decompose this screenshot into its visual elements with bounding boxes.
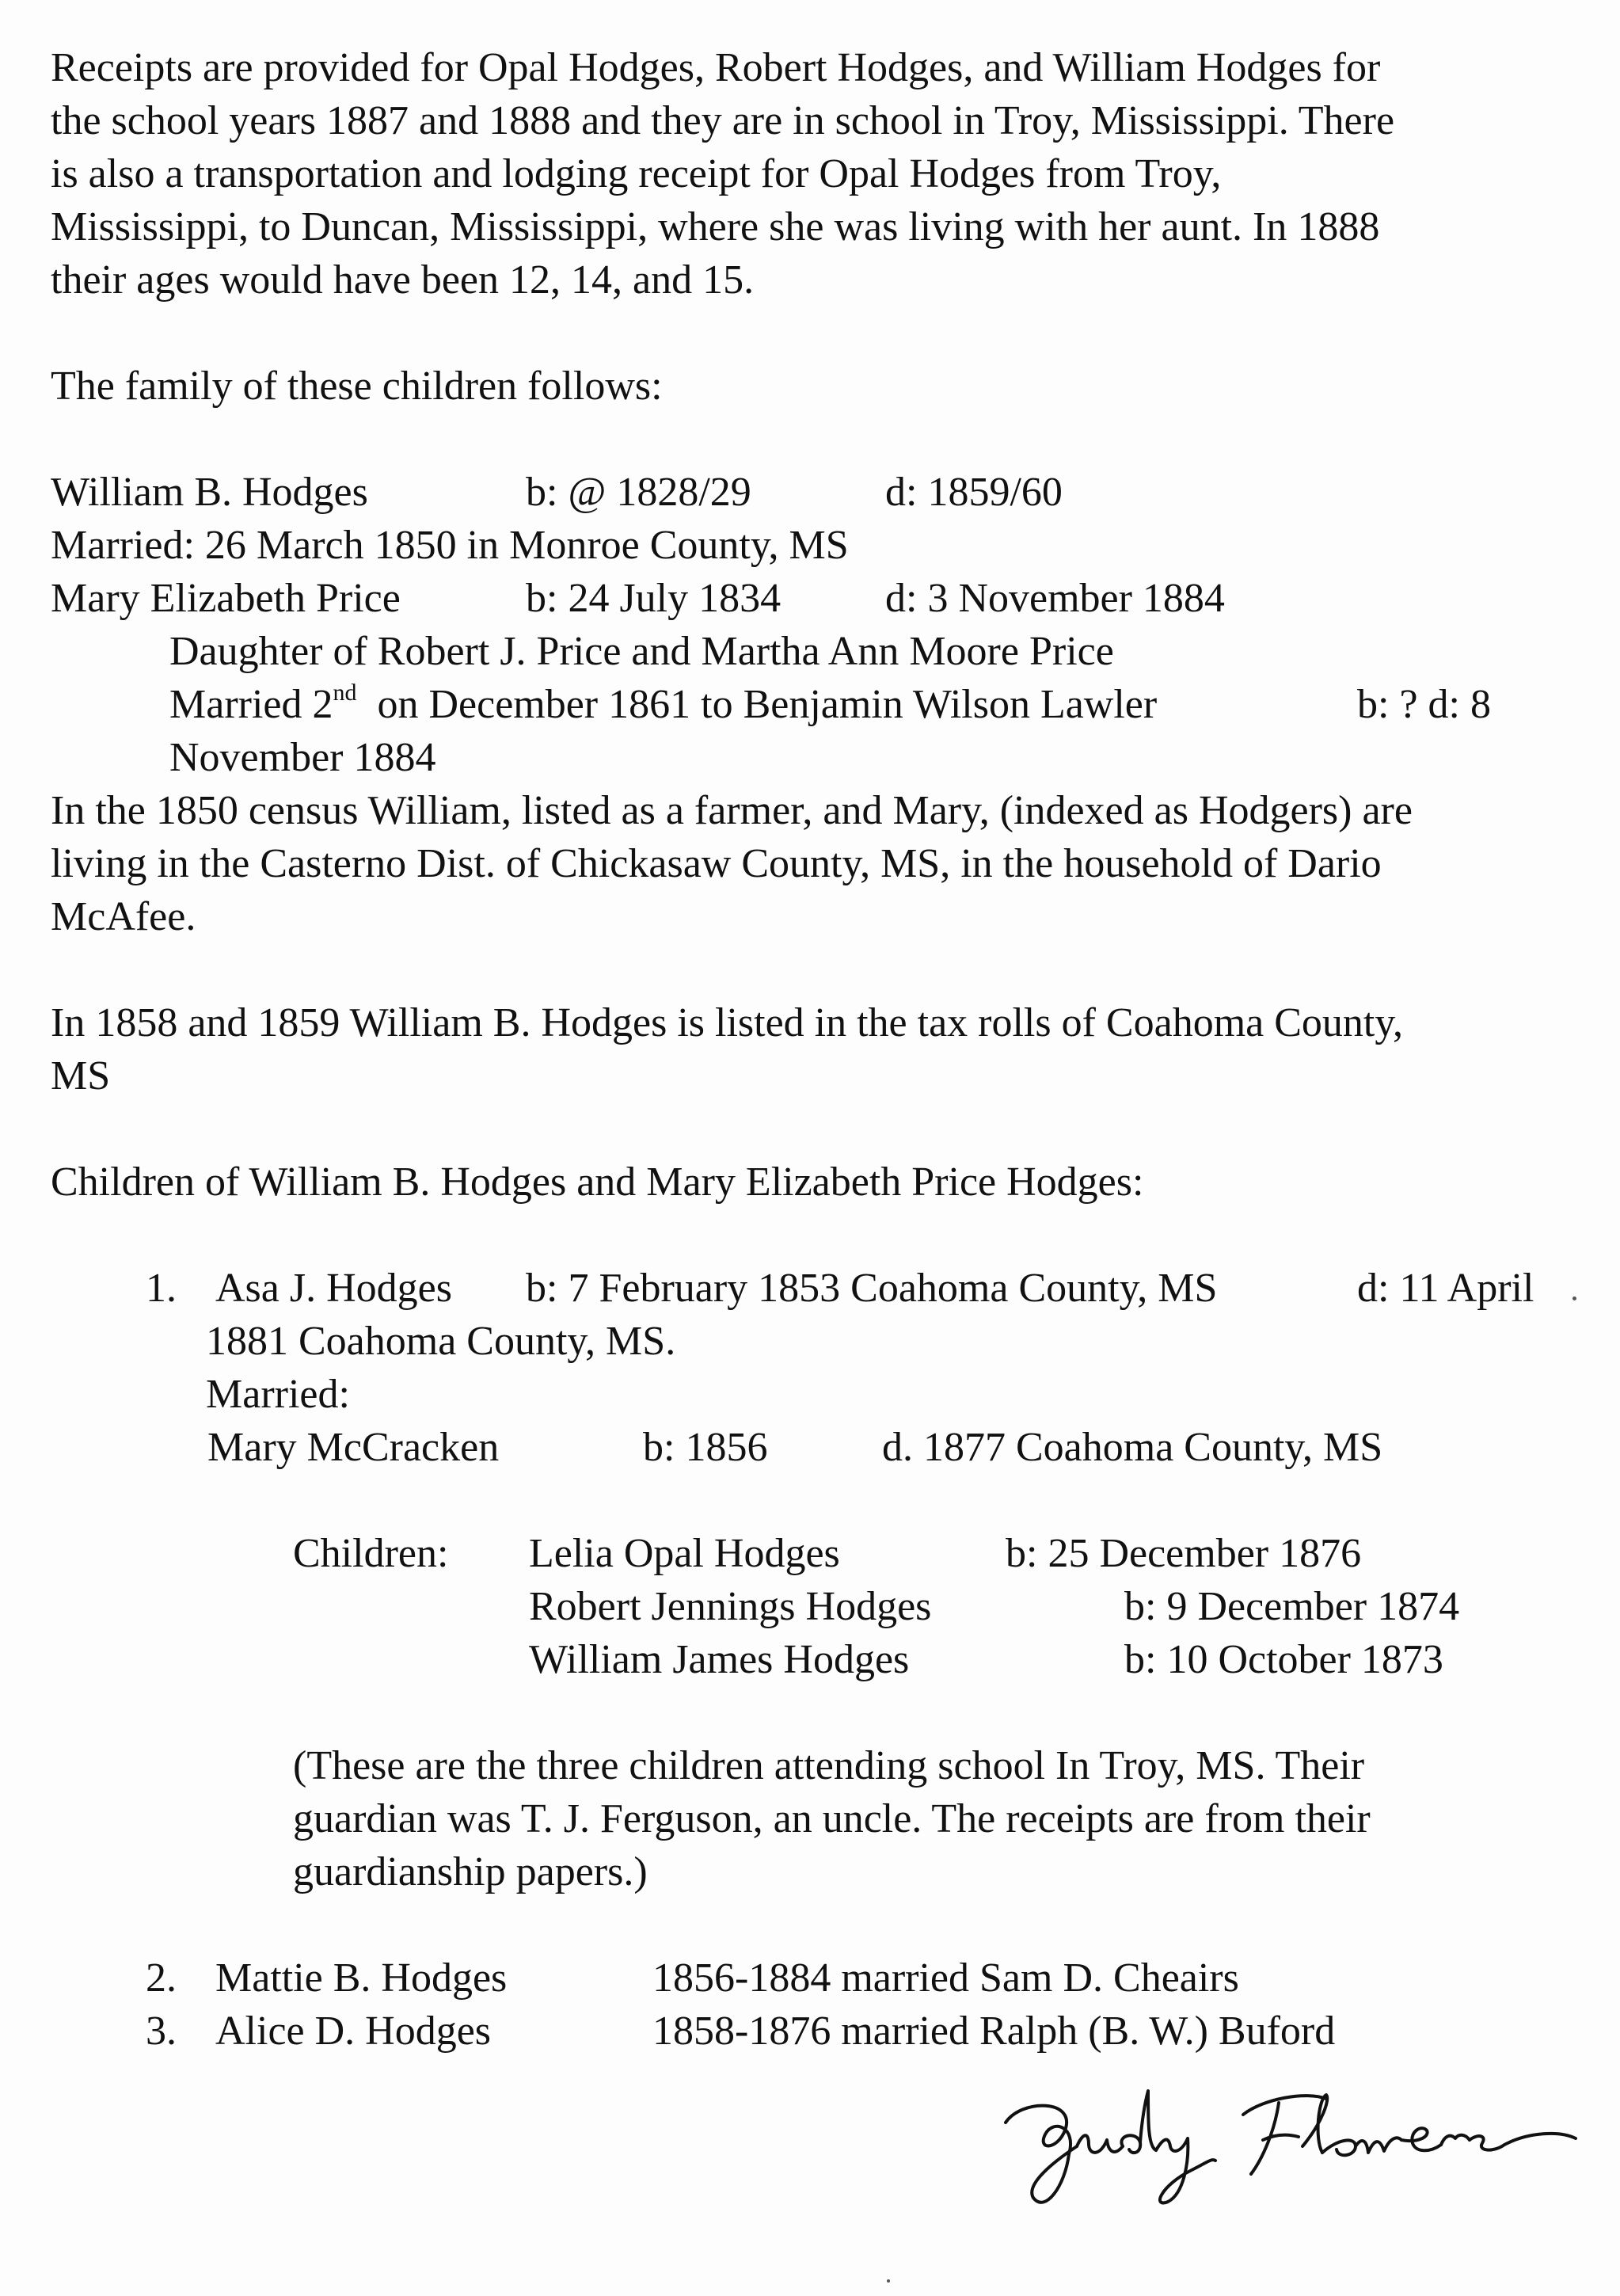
- child-1-married-label: Married:: [206, 1372, 350, 1417]
- census-line-1: In the 1850 census William, listed as a farmer, and Mary, (indexed as Hodgers) are: [51, 788, 1413, 833]
- child-1-spouse-born: b: 1856: [643, 1425, 768, 1470]
- mother-parents: Daughter of Robert J. Price and Martha Ann Moore Price: [169, 629, 1114, 674]
- marriage-line: Married: 26 March 1850 in Monroe County, MS: [51, 523, 849, 568]
- grandchild-1-name: Lelia Opal Hodges: [529, 1531, 840, 1576]
- child-1-number: 1.: [146, 1266, 177, 1311]
- second-marriage-prefix: Married 2: [169, 682, 333, 727]
- speck-mark: [1572, 1296, 1576, 1300]
- intro-line-1: Receipts are provided for Opal Hodges, Robert Hodges, and William Hodges for: [51, 45, 1381, 90]
- mother-name: Mary Elizabeth Price: [51, 576, 401, 621]
- grandchild-3-name: William James Hodges: [529, 1637, 910, 1682]
- child-2-number: 2.: [146, 1955, 177, 2001]
- children-heading: Children of William B. Hodges and Mary Elizabeth Price Hodges:: [51, 1159, 1144, 1205]
- child-3-details: 1858-1876 married Ralph (B. W.) Buford: [652, 2009, 1336, 2054]
- note-line-1: (These are the three children attending school In Troy, MS. Their: [293, 1743, 1365, 1788]
- grandchild-1-born: b: 25 December 1876: [1006, 1531, 1362, 1576]
- grandchildren-label: Children:: [293, 1531, 449, 1576]
- intro-line-5: their ages would have been 12, 14, and 15.: [51, 257, 755, 303]
- child-1-died: d: 11 April: [1357, 1266, 1534, 1311]
- speck-mark: [887, 2279, 890, 2283]
- tax-line-1: In 1858 and 1859 William B. Hodges is listed in the tax rolls of Coahoma County,: [51, 1000, 1403, 1045]
- note-line-3: guardianship papers.): [293, 1849, 648, 1894]
- intro-line-3: is also a transportation and lodging receipt for Opal Hodges from Troy,: [51, 151, 1222, 196]
- second-spouse-dates-cont: November 1884: [169, 735, 436, 780]
- signature: [990, 2067, 1591, 2226]
- child-1-died-cont: 1881 Coahoma County, MS.: [206, 1319, 676, 1364]
- grandchild-3-born: b: 10 October 1873: [1124, 1637, 1443, 1682]
- child-3-number: 3.: [146, 2009, 177, 2054]
- grandchild-2-born: b: 9 December 1874: [1124, 1584, 1460, 1629]
- census-line-3: McAfee.: [51, 894, 196, 939]
- second-marriage-ordinal: nd: [333, 679, 357, 706]
- second-spouse-dates: b: ? d: 8: [1357, 682, 1491, 727]
- grandchild-2-name: Robert Jennings Hodges: [529, 1584, 932, 1629]
- child-1-spouse-name: Mary McCracken: [207, 1425, 500, 1470]
- mother-died: d: 3 November 1884: [885, 576, 1225, 621]
- mother-born: b: 24 July 1834: [526, 576, 781, 621]
- child-1-born: b: 7 February 1853 Coahoma County, MS: [526, 1266, 1218, 1311]
- child-2-name: Mattie B. Hodges: [215, 1955, 508, 2001]
- note-line-2: guardian was T. J. Ferguson, an uncle. The receipts are from their: [293, 1796, 1371, 1841]
- intro-line-2: the school years 1887 and 1888 and they are in school in Troy, Mississippi. There: [51, 98, 1395, 143]
- father-born: b: @ 1828/29: [526, 470, 751, 515]
- child-1-spouse-died: d. 1877 Coahoma County, MS: [882, 1425, 1383, 1470]
- census-line-2: living in the Casterno Dist. of Chickasaw County, MS, in the household of Dario: [51, 841, 1382, 886]
- family-heading: The family of these children follows:: [51, 364, 663, 409]
- child-3-name: Alice D. Hodges: [215, 2009, 492, 2054]
- father-died: d: 1859/60: [885, 470, 1063, 515]
- second-marriage-text: [169, 680, 1157, 730]
- second-marriage-rest: on December 1861 to Benjamin Wilson Lawler: [377, 682, 1158, 727]
- child-1-name: Asa J. Hodges: [215, 1266, 452, 1311]
- father-name: William B. Hodges: [51, 470, 368, 515]
- child-2-details: 1856-1884 married Sam D. Cheairs: [652, 1955, 1239, 2001]
- intro-line-4: Mississippi, to Duncan, Mississippi, where she was living with her aunt. In 1888: [51, 204, 1380, 249]
- tax-line-2: MS: [51, 1053, 111, 1099]
